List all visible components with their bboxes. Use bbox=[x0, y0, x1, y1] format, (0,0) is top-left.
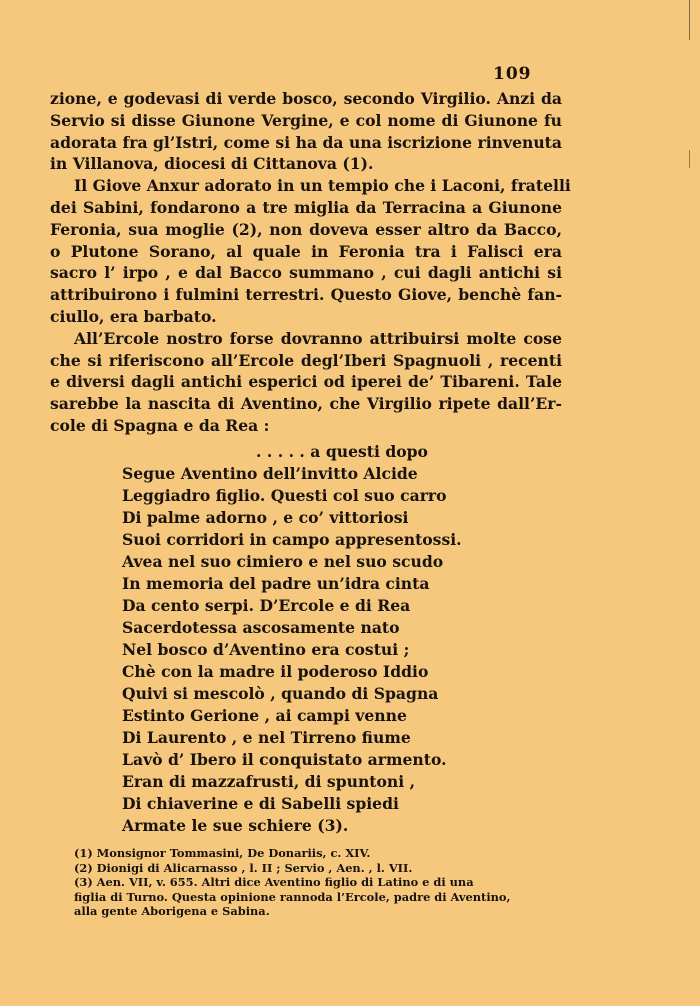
verse-line: Estinto Gerione , ai campi venne bbox=[122, 706, 407, 725]
text-line: o Plutone Sorano, al quale in Feronia tra i Falisci era bbox=[50, 241, 562, 261]
footnotes bbox=[74, 846, 564, 919]
text-line: Il Giove Anxur adorato in un tempio che i Laconi, fratelli bbox=[74, 176, 571, 196]
verse-line: Eran di mazzafrusti, di spuntoni , bbox=[122, 772, 416, 791]
text-line: ciullo, era barbato. bbox=[50, 306, 217, 326]
text-line: dei Sabini, fondarono a tre miglia da Terracina a Giunone bbox=[50, 197, 562, 217]
footnote-line: (1) Monsignor Tommasini, De Donariis, c. XIV. bbox=[74, 846, 371, 860]
verse-line: In memoria del padre un’idra cinta bbox=[122, 574, 430, 593]
verse-line: Di Laurento , e nel Tirreno fiume bbox=[122, 728, 411, 747]
text-line: sacro l’ irpo , e dal Bacco summano , cui dagli antichi si bbox=[50, 263, 562, 283]
verse-line: Quivi si mescolò , quando di Spagna bbox=[122, 684, 439, 703]
footnote-line: figlia di Turno. Questa opinione rannoda l’Ercole, padre di Aventino, bbox=[74, 889, 511, 904]
footnote-line: (2) Dionigi di Alicarnasso , l. II ; Servio , Aen. , l. VII. bbox=[74, 860, 413, 875]
text-line: Feronia, sua moglie (2), non doveva esser altro da Bacco, bbox=[50, 219, 562, 239]
text-line: cole di Spagna e da Rea : bbox=[50, 415, 270, 435]
verse-line: Segue Aventino dell’invitto Alcide bbox=[122, 464, 418, 483]
text-line: sarebbe la nascita di Aventino, che Virgilio ripete dall’Er- bbox=[50, 394, 562, 414]
verse-quotation bbox=[122, 441, 462, 837]
text-line: zione, e godevasi di verde bosco, secondo Virgilio. Anzi da bbox=[50, 89, 562, 108]
verse-line: Di palme adorno , e co’ vittoriosi bbox=[122, 508, 409, 527]
footnote-line: (3) Aen. VII, v. 655. Altri dice Aventino figlio di Latino e di una bbox=[74, 875, 474, 890]
text-line: adorata fra gl’Istri, come si ha da una iscrizione rinvenuta bbox=[50, 132, 562, 152]
page-edge-mark bbox=[689, 0, 690, 40]
text-line: attribuirono i fulmini terrestri. Questo Giove, benchè fan- bbox=[50, 285, 562, 305]
page-number: 109 bbox=[493, 64, 532, 84]
text-line: Servio si disse Giunone Vergine, e col nome di Giunone fu bbox=[50, 110, 562, 130]
verse-line: Armate le sue schiere (3). bbox=[122, 816, 349, 835]
verse-line: Di chiaverine e di Sabelli spiedi bbox=[122, 794, 399, 813]
verse-line: Nel bosco d’Aventino era costui ; bbox=[122, 640, 410, 659]
verse-line: Avea nel suo cimiero e nel suo scudo bbox=[122, 552, 444, 571]
verse-line: Leggiadro figlio. Questi col suo carro bbox=[122, 486, 447, 505]
verse-line: . . . . . a questi dopo bbox=[256, 442, 428, 461]
verse-line: Da cento serpi. D’Ercole e di Rea bbox=[122, 596, 411, 615]
verse-line: Suoi corridori in campo appresentossi. bbox=[122, 530, 462, 549]
page-edge-mark bbox=[689, 150, 690, 168]
text-line: All’Ercole nostro forse dovranno attribuirsi molte cose bbox=[74, 328, 562, 348]
text-line: che si riferiscono all’Ercole degl’Iberi Spagnuoli , recenti bbox=[50, 350, 562, 370]
verse-line: Lavò d’ Ibero il conquistato armento. bbox=[122, 750, 447, 769]
verse-line: Chè con la madre il poderoso Iddio bbox=[122, 662, 429, 681]
body-text bbox=[50, 88, 571, 437]
text-line: in Villanova, diocesi di Cittanova (1). bbox=[50, 154, 374, 174]
footnote-line: alla gente Aborigena e Sabina. bbox=[74, 904, 270, 919]
verse-line: Sacerdotessa ascosamente nato bbox=[122, 618, 400, 637]
text-line: e diversi dagli antichi esperici od iperei de’ Tibareni. Tale bbox=[50, 372, 562, 392]
